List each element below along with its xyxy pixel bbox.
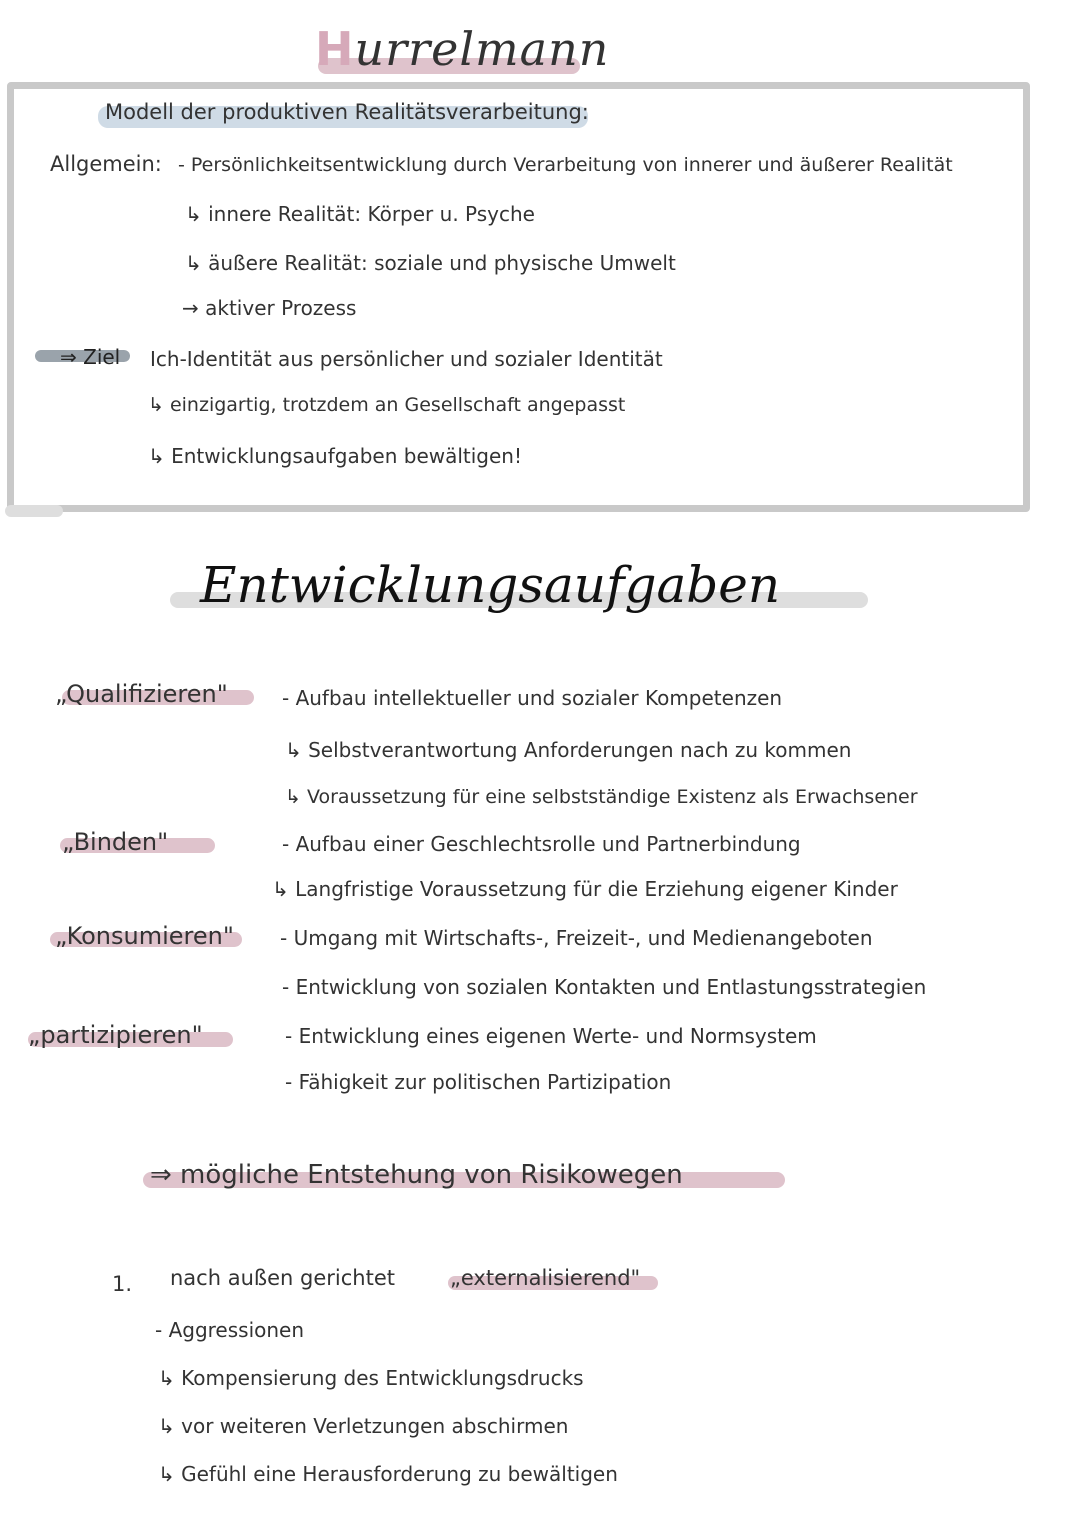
partizipieren-item-2: - Fähigkeit zur politischen Partizipation bbox=[285, 1070, 672, 1094]
aufgaben-text: ↳ Entwicklungsaufgaben bewältigen! bbox=[148, 444, 523, 468]
title-rest: urrelmann bbox=[354, 22, 610, 76]
ziel-text: Ich-Identität aus persönlicher und sozialer Identität bbox=[150, 347, 663, 371]
konsumieren-item-1: - Umgang mit Wirtschafts-, Freizeit-, und Medienangeboten bbox=[280, 926, 873, 950]
allgemein-text: - Persönlichkeitsentwicklung durch Verarbeitung von innerer und äußerer Realität bbox=[178, 154, 953, 176]
qualifizieren-item-1: - Aufbau intellektueller und sozialer Kompetenzen bbox=[282, 686, 783, 710]
aggressionen: - Aggressionen bbox=[155, 1318, 305, 1342]
risk-sub-2: ↳ vor weiteren Verletzungen abschirmen bbox=[158, 1414, 569, 1438]
section-heading: Entwicklungsaufgaben bbox=[200, 556, 781, 614]
ziel-label: ⇒ Ziel bbox=[60, 345, 121, 369]
konsumieren-label: „Konsumieren" bbox=[55, 922, 234, 950]
innere-realitaet: ↳ innere Realität: Körper u. Psyche bbox=[185, 202, 535, 226]
risk-sub-3: ↳ Gefühl eine Herausforderung zu bewältigen bbox=[158, 1462, 618, 1486]
model-title: Modell der produktiven Realitätsverarbeitung: bbox=[105, 100, 589, 124]
partizipieren-label: „partizipieren" bbox=[28, 1021, 203, 1049]
qualifizieren-item-2: ↳ Selbstverantwortung Anforderungen nach zu kommen bbox=[285, 738, 852, 762]
aeussere-realitaet: ↳ äußere Realität: soziale und physische Umwelt bbox=[185, 251, 676, 275]
binden-item-1: - Aufbau einer Geschlechtsrolle und Partnerbindung bbox=[282, 832, 801, 856]
risk-headline: ⇒ mögliche Entstehung von Risikowegen bbox=[150, 1160, 683, 1190]
page-title bbox=[315, 22, 609, 76]
risk-sub-1: ↳ Kompensierung des Entwicklungsdrucks bbox=[158, 1366, 584, 1390]
title-initial: H bbox=[315, 22, 355, 76]
qualifizieren-label: „Qualifizieren" bbox=[55, 680, 228, 708]
qualifizieren-item-3: ↳ Voraussetzung für eine selbstständige Existenz als Erwachsener bbox=[285, 786, 918, 808]
box-corner-mark bbox=[5, 505, 63, 517]
risk-number: 1. bbox=[112, 1272, 133, 1296]
konsumieren-item-2: - Entwicklung von sozialen Kontakten und Entlastungsstrategien bbox=[282, 975, 927, 999]
allgemein-label: Allgemein: bbox=[50, 152, 162, 176]
einzigartig-text: ↳ einzigartig, trotzdem an Gesellschaft angepasst bbox=[148, 394, 626, 416]
aktiver-prozess: → aktiver Prozess bbox=[182, 296, 357, 320]
binden-label: „Binden" bbox=[62, 828, 169, 856]
partizipieren-item-1: - Entwicklung eines eigenen Werte- und Normsystem bbox=[285, 1024, 817, 1048]
risk-item-1-tag: „externalisierend" bbox=[450, 1266, 641, 1290]
binden-item-2: ↳ Langfristige Voraussetzung für die Erziehung eigener Kinder bbox=[272, 877, 898, 901]
risk-item-1: nach außen gerichtet bbox=[170, 1266, 395, 1290]
